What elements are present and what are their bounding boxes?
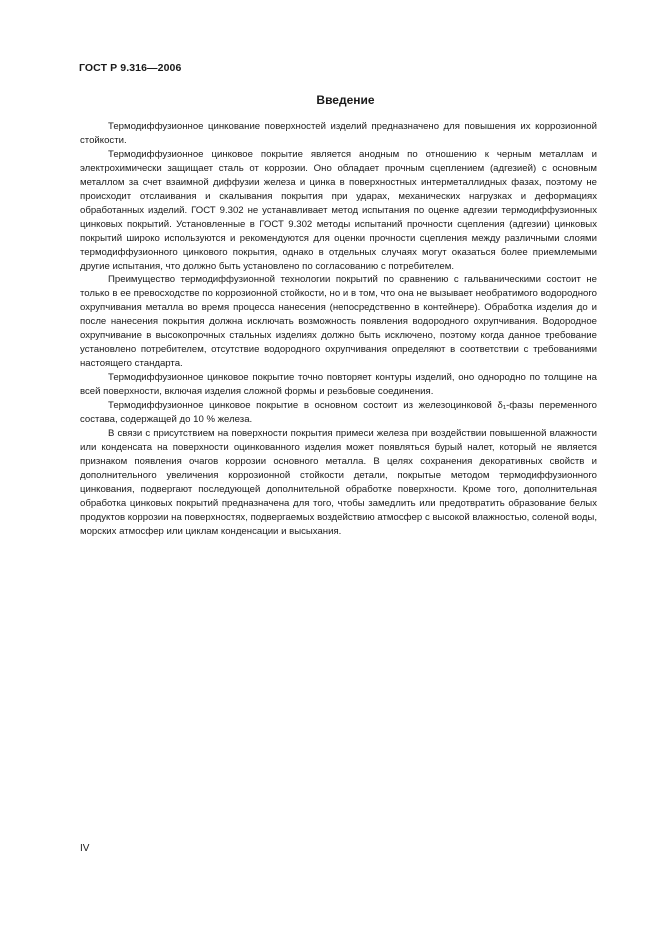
section-title: Введение: [316, 93, 375, 107]
paragraph: Термодиффузионное цинковое покрытие в основном состоит из железоцинковой δ₁-фазы переменного состава, содержащей до 10 % железа.: [80, 400, 597, 426]
paragraph: В связи с присутствием на поверхности покрытия примеси железа при воздействии повышенной влажности или конденсата на поверхности оцинкованного изделия может появляться бурый налет, который не является признаком появления очагов коррозии основного металла. В целях сохранения декоративных свойств и дополнительного увеличения коррозионной стойкости детали, покрытые методом термодиффузионного цинкования, подвергают последующей дополнительной обработке поверхности. Кроме того, дополнительная обработка цинковых покрытий предназначена для того, чтобы замедлить или предотвратить образование белых продуктов коррозии на поверхностях, подвергаемых воздействию атмосфер с высокой влажностью, соленой воды, морских атмосфер или циклам конденсации и высыхания.: [80, 427, 597, 537]
page-number: IV: [80, 843, 90, 854]
document-code: ГОСТ Р 9.316—2006: [79, 62, 182, 74]
body-text: [80, 120, 597, 539]
paragraph: Термодиффузионное цинковое покрытие точно повторяет контуры изделий, оно однородно по толщине на всей поверхности, включая изделия сложной формы и резьбовые соединения.: [80, 372, 597, 398]
paragraph: Преимущество термодиффузионной технологии покрытий по сравнению с гальваническими состоит не только в ее превосходстве по коррозионной стойкости, но и в том, что она не вызывает необратимого водородного охрупчивания металла во время процесса нанесения (непосредственно в контейнере). Обработка изделия до и после нанесения покрытия должна исключать возможность появления водородного охрупчивания. Водородное охрупчивание в высокопрочных стальных изделиях должно быть исключено, поэтому когда данное требование установлено потребителем, отсутствие водородного охрупчивания определяют в соответствии с требованиями настоящего стандарта.: [80, 274, 597, 370]
paragraph: Термодиффузионное цинкование поверхностей изделий предназначено для повышения их коррозионной стойкости.: [80, 121, 597, 146]
paragraph: Термодиффузионное цинковое покрытие является анодным по отношению к черным металлам и электрохимически защищает сталь от коррозии. Оно обладает прочным сцеплением (адгезией) с основным металлом за счет взаимной диффузии железа и цинка в поверхностных интерметаллидных фазах, поэтому не происходит отслаивания и скалывания покрытия при ударах, механических нагрузках и деформациях обработанных изделий. ГОСТ 9.302 не устанавливает метод испытания по оценке адгезии термодиффузионных цинковых покрытий. Установленные в ГОСТ 9.302 методы испытаний прочности сцепления (адгезии) цинковых покрытий широко используются и рекомендуются для оценки прочности сцепления между различными слоями термодиффузионного цинкового покрытия, однако в отдельных случаях могут оказаться более приемлемыми другие испытания, что должно быть установлено по согласованию с потребителем.: [80, 148, 597, 272]
